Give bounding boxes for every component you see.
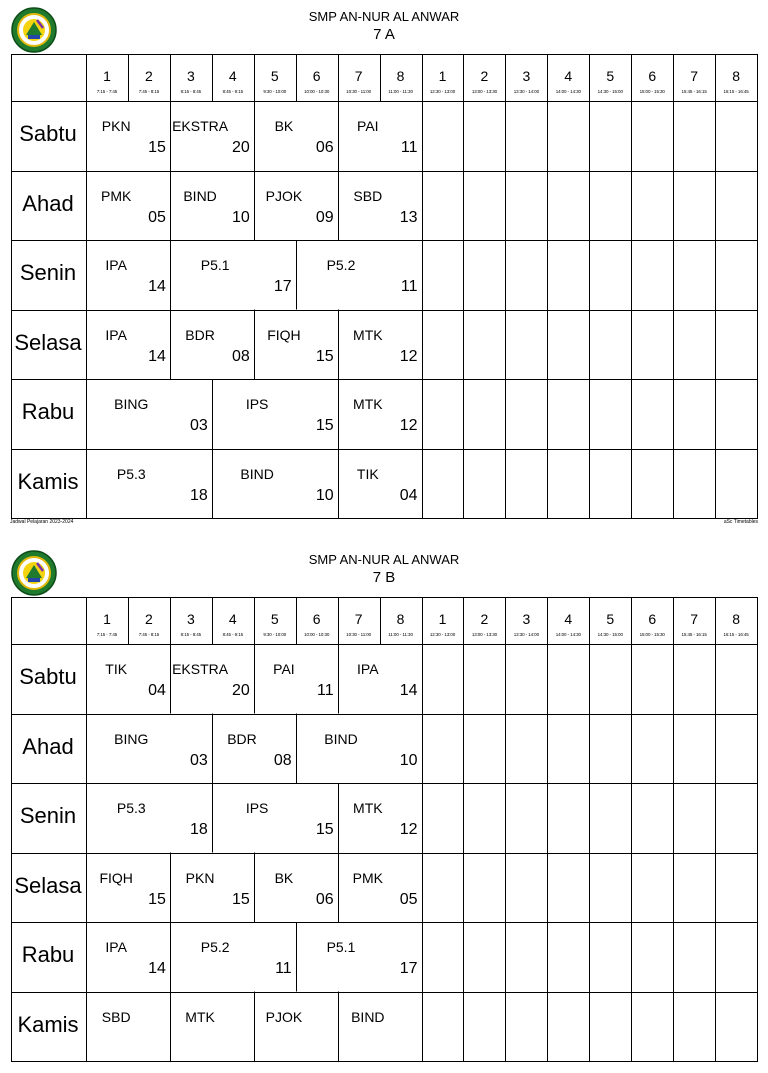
day-label: Ahad (22, 190, 74, 216)
lesson-cell[interactable] (212, 449, 338, 519)
lesson-room: 06 (315, 890, 334, 908)
lesson-cell[interactable] (170, 853, 254, 923)
period-number: 1 (103, 611, 111, 627)
lesson-subject: MTK (185, 1008, 215, 1025)
period-number: 3 (522, 68, 531, 84)
period-number: 6 (312, 68, 321, 84)
lesson-subject: IPS (245, 800, 269, 816)
period-time: 7:45 - 8:15 (138, 89, 160, 94)
lesson-subject: TIK (105, 661, 128, 677)
lesson-room: 03 (190, 417, 208, 434)
lesson-room: 08 (273, 751, 292, 769)
period-time: 7:45 - 8:15 (138, 632, 160, 637)
lesson-room: 10 (315, 486, 334, 504)
lesson-cell[interactable] (170, 101, 254, 171)
period-number: 2 (145, 68, 153, 84)
period-time: 15:45 - 16:15 (681, 89, 707, 94)
lesson-room: 17 (399, 960, 418, 977)
lesson-cell[interactable] (86, 714, 212, 784)
lesson-subject: FIQH (99, 869, 133, 886)
period-number: 7 (354, 68, 363, 84)
timetable-page-2 (0, 543, 768, 1073)
lesson-subject: P5.2 (326, 257, 356, 273)
lesson-room: 04 (399, 486, 418, 504)
lesson-cell[interactable] (338, 644, 422, 714)
lesson-cell[interactable] (338, 101, 422, 171)
lesson-room: 15 (315, 347, 334, 365)
lesson-subject: BIND (351, 1008, 385, 1025)
period-time: 14:00 - 14:30 (555, 89, 581, 94)
period-time: 10:30 - 11:00 (346, 632, 372, 637)
period-number: 5 (606, 68, 615, 84)
footer-right: aSc Timetables (723, 519, 758, 525)
period-number: 7 (690, 68, 699, 84)
lesson-cell[interactable] (86, 171, 170, 241)
period-time: 12:30 - 13:00 (429, 632, 456, 637)
lesson-room: 10 (231, 208, 250, 226)
period-time: 8:45 - 9:15 (222, 89, 244, 94)
lesson-subject: MTK (353, 800, 383, 816)
lesson-subject: IPA (105, 939, 127, 955)
day-label: Rabu (21, 399, 75, 424)
period-number: 6 (648, 611, 657, 627)
lesson-room: 15 (148, 139, 166, 156)
lesson-room: 12 (399, 821, 418, 838)
period-time: 13:30 - 14:00 (513, 89, 539, 94)
lesson-cell[interactable] (338, 310, 422, 380)
day-label: Senin (19, 260, 77, 285)
period-time: 16:15 - 16:45 (723, 632, 749, 637)
period-number: 4 (228, 611, 237, 627)
period-number: 5 (270, 611, 279, 627)
lesson-room: 14 (148, 960, 166, 977)
lesson-room: 15 (231, 890, 250, 908)
lesson-room: 05 (148, 208, 166, 226)
lesson-subject: SBD (101, 1008, 131, 1025)
lesson-cell[interactable] (86, 379, 212, 449)
lesson-room: 15 (315, 821, 334, 838)
lesson-subject: BING (114, 396, 149, 412)
lesson-cell[interactable] (338, 853, 422, 923)
lesson-cell[interactable] (86, 240, 170, 310)
lesson-room: 12 (399, 417, 418, 434)
school-name: SMP AN-NUR AL ANWAR (308, 9, 460, 24)
period-number: 8 (732, 68, 740, 84)
lesson-cell[interactable] (254, 992, 338, 1062)
day-label: Sabtu (19, 664, 77, 689)
lesson-subject: IPA (105, 326, 127, 343)
period-time: 14:30 - 15:00 (597, 89, 623, 94)
lesson-subject: IPA (105, 257, 127, 273)
period-time: 10:00 - 10:30 (304, 89, 330, 94)
lesson-room: 15 (148, 890, 166, 908)
day-label: Selasa (14, 329, 82, 355)
period-time: 8:45 - 9:15 (222, 632, 244, 637)
lesson-cell[interactable] (86, 922, 170, 992)
period-number: 2 (145, 611, 153, 627)
lesson-subject: MTK (353, 326, 383, 343)
lesson-cell[interactable] (338, 992, 422, 1062)
lesson-cell[interactable] (254, 853, 338, 923)
lesson-subject: BIND (240, 465, 274, 482)
lesson-subject: PJOK (265, 187, 303, 204)
lesson-room: 12 (399, 347, 418, 365)
lesson-cell[interactable] (296, 922, 422, 992)
lesson-cell[interactable] (86, 101, 170, 171)
period-number: 5 (606, 611, 615, 627)
lesson-subject: PMK (101, 187, 132, 204)
period-time: 15:45 - 16:15 (681, 632, 707, 637)
period-number: 1 (438, 611, 447, 627)
period-time: 16:15 - 16:45 (723, 89, 749, 94)
period-time: 14:30 - 15:00 (597, 632, 623, 637)
footer-left: Jadwal Pelajaran 2023-2024 (10, 519, 74, 525)
lesson-cell[interactable] (86, 310, 170, 380)
lesson-subject: BDR (185, 326, 215, 343)
lesson-subject: P5.1 (326, 939, 356, 955)
lesson-subject: PAI (273, 661, 295, 677)
period-time: 8:15 - 8:45 (180, 89, 202, 94)
lesson-subject: PKN (185, 869, 215, 886)
day-label: Rabu (21, 942, 75, 967)
period-time: 15:00 - 15:30 (639, 632, 665, 637)
period-number: 2 (480, 611, 489, 627)
period-time: 11:00 - 11:30 (388, 89, 413, 94)
lesson-cell[interactable] (86, 783, 212, 853)
lesson-subject: FIQH (267, 326, 301, 343)
lesson-subject: BDR (227, 730, 257, 747)
lesson-cell[interactable] (254, 310, 338, 380)
lesson-subject: PMK (352, 869, 383, 886)
lesson-cell[interactable] (338, 783, 422, 853)
day-label: Kamis (17, 1011, 79, 1037)
lesson-room: 14 (148, 347, 166, 365)
class-title: 7 B (372, 569, 396, 586)
lesson-room: 18 (190, 821, 208, 838)
lesson-subject: BK (274, 118, 294, 134)
period-number: 4 (564, 68, 573, 84)
lesson-cell[interactable] (338, 379, 422, 449)
period-number: 1 (438, 68, 447, 84)
school-name: SMP AN-NUR AL ANWAR (308, 552, 460, 567)
lesson-room: 05 (399, 890, 418, 908)
day-label: Senin (19, 803, 77, 828)
lesson-subject: BIND (324, 730, 358, 747)
lesson-subject: PKN (101, 118, 131, 134)
lesson-subject: P5.1 (200, 257, 230, 273)
period-number: 3 (186, 611, 195, 627)
period-number: 4 (564, 611, 573, 627)
period-time: 13:30 - 14:00 (513, 632, 539, 637)
lesson-room: 10 (399, 751, 418, 769)
period-number: 3 (522, 611, 531, 627)
lesson-cell[interactable] (170, 240, 296, 310)
lesson-cell[interactable] (86, 644, 170, 714)
lesson-subject: IPS (245, 396, 269, 412)
period-time: 7:15 - 7:45 (96, 89, 118, 94)
period-number: 2 (480, 68, 489, 84)
lesson-cell[interactable] (254, 101, 338, 171)
lesson-room: 18 (190, 486, 208, 504)
lesson-cell[interactable] (86, 992, 170, 1062)
period-time: 13:00 - 13:30 (471, 89, 498, 94)
lesson-cell[interactable] (296, 714, 422, 784)
lesson-cell[interactable] (254, 644, 338, 714)
lesson-cell[interactable] (338, 449, 422, 519)
lesson-subject: P5.3 (116, 800, 146, 816)
period-number: 6 (312, 611, 321, 627)
lesson-cell[interactable] (212, 714, 296, 784)
period-time: 13:00 - 13:30 (471, 632, 498, 637)
lesson-subject: PAI (357, 118, 379, 134)
lesson-room: 06 (315, 139, 334, 156)
period-time: 10:00 - 10:30 (304, 632, 330, 637)
lesson-cell[interactable] (254, 171, 338, 241)
lesson-cell[interactable] (170, 644, 254, 714)
lesson-subject: PJOK (265, 1008, 303, 1025)
period-number: 6 (648, 68, 657, 84)
lesson-cell[interactable] (212, 379, 338, 449)
lesson-room: 14 (148, 278, 166, 295)
lesson-room: 15 (315, 417, 334, 434)
period-number: 5 (270, 68, 279, 84)
lesson-room: 20 (231, 139, 250, 156)
period-number: 7 (354, 611, 363, 627)
lesson-subject: SBD (353, 187, 383, 204)
day-label: Sabtu (19, 121, 77, 146)
period-number: 7 (690, 611, 699, 627)
timetable-page-1 (0, 0, 768, 530)
period-number: 4 (228, 68, 237, 84)
lesson-subject: BING (114, 730, 149, 747)
period-time: 8:15 - 8:45 (180, 632, 202, 637)
period-time: 12:30 - 13:00 (429, 89, 456, 94)
day-label: Selasa (14, 872, 82, 898)
period-number: 1 (103, 68, 111, 84)
day-label: Kamis (17, 468, 79, 494)
period-time: 14:00 - 14:30 (555, 632, 581, 637)
period-time: 15:00 - 15:30 (639, 89, 665, 94)
period-time: 11:00 - 11:30 (388, 632, 413, 637)
lesson-cell[interactable] (170, 922, 296, 992)
lesson-cell[interactable] (296, 240, 422, 310)
lesson-subject: BK (274, 869, 294, 886)
day-label: Ahad (22, 733, 74, 759)
lesson-subject: BIND (183, 187, 217, 204)
period-time: 7:15 - 7:45 (96, 632, 118, 637)
lesson-subject: P5.3 (116, 465, 146, 482)
lesson-room: 11 (400, 278, 418, 295)
lesson-room: 04 (148, 682, 166, 699)
lesson-cell[interactable] (338, 171, 422, 241)
lesson-cell[interactable] (86, 853, 170, 923)
lesson-subject: MTK (353, 396, 383, 412)
lesson-subject: EKSTRA (172, 118, 229, 134)
period-number: 8 (732, 611, 740, 627)
lesson-subject: EKSTRA (172, 661, 229, 677)
lesson-subject: P5.2 (200, 939, 230, 955)
lesson-cell[interactable] (170, 310, 254, 380)
lesson-subject: IPA (357, 661, 379, 677)
lesson-room: 11 (317, 682, 334, 699)
lesson-room: 03 (190, 751, 208, 769)
period-time: 10:30 - 11:00 (346, 89, 372, 94)
period-number: 8 (396, 611, 405, 627)
lesson-room: 14 (399, 682, 418, 699)
period-time: 9:30 - 10:00 (263, 89, 287, 94)
lesson-room: 11 (400, 139, 418, 156)
lesson-cell[interactable] (212, 783, 338, 853)
class-title: 7 A (373, 26, 395, 43)
lesson-room: 17 (273, 278, 292, 295)
lesson-room: 13 (399, 208, 418, 226)
lesson-cell[interactable] (86, 449, 212, 519)
lesson-room: 20 (231, 682, 250, 699)
lesson-cell[interactable] (170, 992, 254, 1062)
lesson-cell[interactable] (170, 171, 254, 241)
lesson-room: 11 (275, 960, 292, 977)
period-number: 3 (186, 68, 195, 84)
lesson-room: 08 (231, 347, 250, 365)
period-number: 8 (396, 68, 405, 84)
lesson-subject: TIK (356, 465, 379, 482)
lesson-room: 09 (315, 208, 334, 226)
period-time: 9:30 - 10:00 (263, 632, 287, 637)
